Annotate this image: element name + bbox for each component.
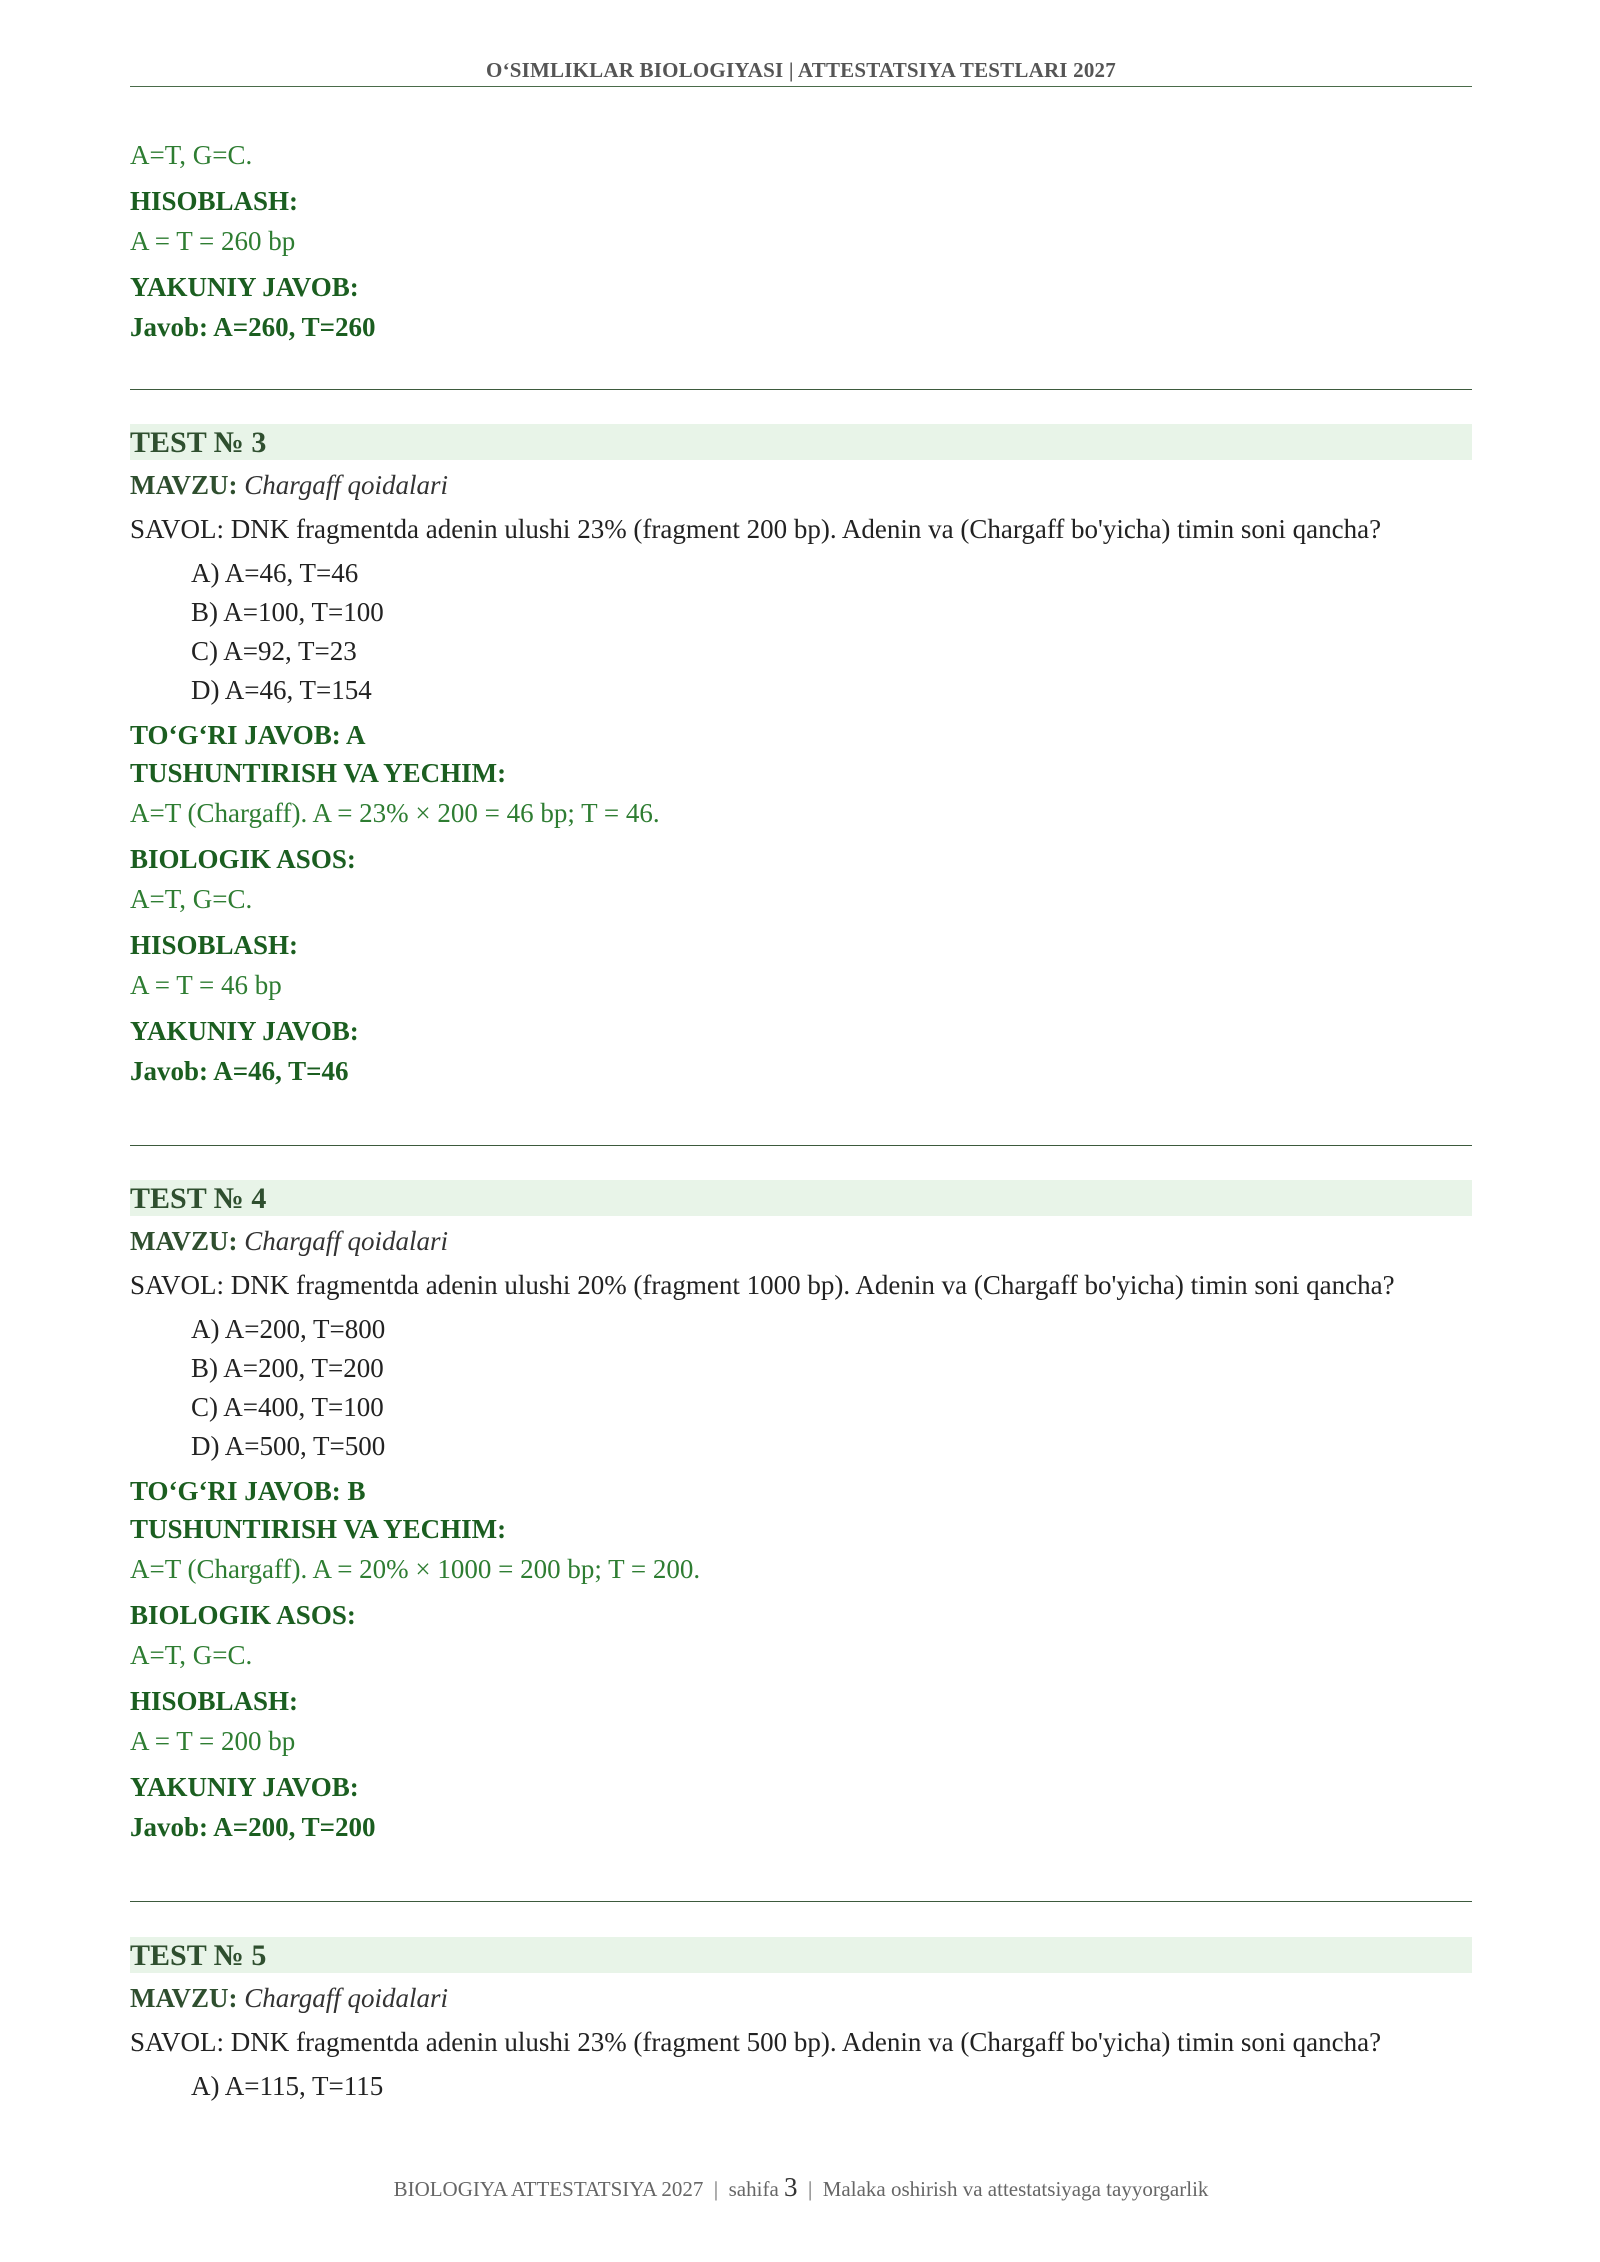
section-divider: [130, 1145, 1472, 1146]
option-d: D) A=500, T=500: [191, 1431, 386, 1461]
option-b: B) A=100, T=100: [191, 597, 384, 627]
hisob-label: HISOBLASH:: [130, 186, 299, 216]
footer-left: BIOLOGIYA ATTESTATSIYA 2027: [393, 2177, 704, 2201]
tushuntirish-label: TUSHUNTIRISH VA YECHIM:: [130, 1514, 507, 1544]
yakun-label: YAKUNIY JAVOB:: [130, 272, 359, 302]
section-divider: [130, 389, 1472, 390]
tushuntirish-text: A=T (Chargaff). A = 20% × 1000 = 200 bp; T = 200.: [130, 1554, 701, 1584]
test-title: TEST № 3: [130, 424, 1472, 460]
test-title: TEST № 5: [130, 1937, 1472, 1973]
option-c: C) A=92, T=23: [191, 636, 357, 666]
mavzu-line: [130, 1222, 1472, 1260]
yakun-text: Javob: A=200, T=200: [130, 1812, 376, 1842]
mavzu-value: Chargaff qoidalari: [244, 1983, 449, 2013]
asos-text: A=T, G=C.: [130, 884, 253, 914]
asos-label: BIOLOGIK ASOS:: [130, 1600, 356, 1630]
mavzu-line: [130, 1979, 1472, 2017]
footer-separator: |: [808, 2177, 813, 2201]
asos-text: A=T, G=C.: [130, 140, 253, 170]
mavzu-label: MAVZU:: [130, 1983, 238, 2013]
option-a: A) A=200, T=800: [191, 1314, 386, 1344]
mavzu-label: MAVZU:: [130, 1226, 238, 1256]
tushuntirish-text: A=T (Chargaff). A = 23% × 200 = 46 bp; T = 46.: [130, 798, 660, 828]
test-block: [130, 1937, 1472, 2106]
correct-answer: TO‘G‘RI JAVOB: A: [130, 720, 366, 750]
footer-sahifa: sahifa: [728, 2177, 779, 2201]
hisob-text: A = T = 260 bp: [130, 226, 296, 256]
mavzu-label: MAVZU:: [130, 470, 238, 500]
test-block: [130, 1180, 1472, 1846]
page-number: 3: [784, 2172, 798, 2202]
header-divider: [130, 86, 1472, 87]
yakun-text: Javob: A=260, T=260: [130, 312, 376, 342]
footer-separator: |: [713, 2177, 719, 2201]
test-block: [130, 424, 1472, 1090]
hisob-text: A = T = 46 bp: [130, 970, 282, 1000]
mavzu-line: [130, 466, 1472, 504]
tushuntirish-label: TUSHUNTIRISH VA YECHIM:: [130, 758, 507, 788]
yakun-label: YAKUNIY JAVOB:: [130, 1016, 359, 1046]
asos-text: A=T, G=C.: [130, 1640, 253, 1670]
mavzu-value: Chargaff qoidalari: [244, 1226, 449, 1256]
option-a: A) A=46, T=46: [191, 558, 359, 588]
question-text: SAVOL: DNK fragmentda adenin ulushi 20% (fragment 1000 bp). Adenin va (Chargaff bo'yicha) timin soni qancha?: [130, 1270, 1395, 1300]
question-text: SAVOL: DNK fragmentda adenin ulushi 23% (fragment 500 bp). Adenin va (Chargaff bo'yicha) timin soni qancha?: [130, 2027, 1382, 2057]
section-divider: [130, 1901, 1472, 1902]
options-list: [130, 1310, 1472, 1466]
hisob-label: HISOBLASH:: [130, 930, 299, 960]
test-title: TEST № 4: [130, 1180, 1472, 1216]
hisob-text: A = T = 200 bp: [130, 1726, 296, 1756]
yakun-text: Javob: A=46, T=46: [130, 1056, 349, 1086]
options-list: [130, 2067, 1472, 2106]
yakun-label: YAKUNIY JAVOB:: [130, 1772, 359, 1802]
hisob-label: HISOBLASH:: [130, 1686, 299, 1716]
mavzu-value: Chargaff qoidalari: [244, 470, 449, 500]
option-b: B) A=200, T=200: [191, 1353, 384, 1383]
correct-answer: TO‘G‘RI JAVOB: B: [130, 1476, 366, 1506]
options-list: [130, 554, 1472, 710]
asos-label: BIOLOGIK ASOS:: [130, 844, 356, 874]
option-a: A) A=115, T=115: [191, 2071, 384, 2101]
question-text: SAVOL: DNK fragmentda adenin ulushi 23% (fragment 200 bp). Adenin va (Chargaff bo'yicha) timin soni qancha?: [130, 514, 1382, 544]
option-d: D) A=46, T=154: [191, 675, 372, 705]
previous-test-continuation: [130, 136, 1472, 346]
page-footer: [130, 2172, 1472, 2203]
option-c: C) A=400, T=100: [191, 1392, 384, 1422]
page-header-title: O‘SIMLIKLAR BIOLOGIYASI | ATTESTATSIYA TESTLARI 2027: [486, 58, 1116, 82]
footer-right: Malaka oshirish va attestatsiyaga tayyorgarlik: [822, 2177, 1209, 2201]
